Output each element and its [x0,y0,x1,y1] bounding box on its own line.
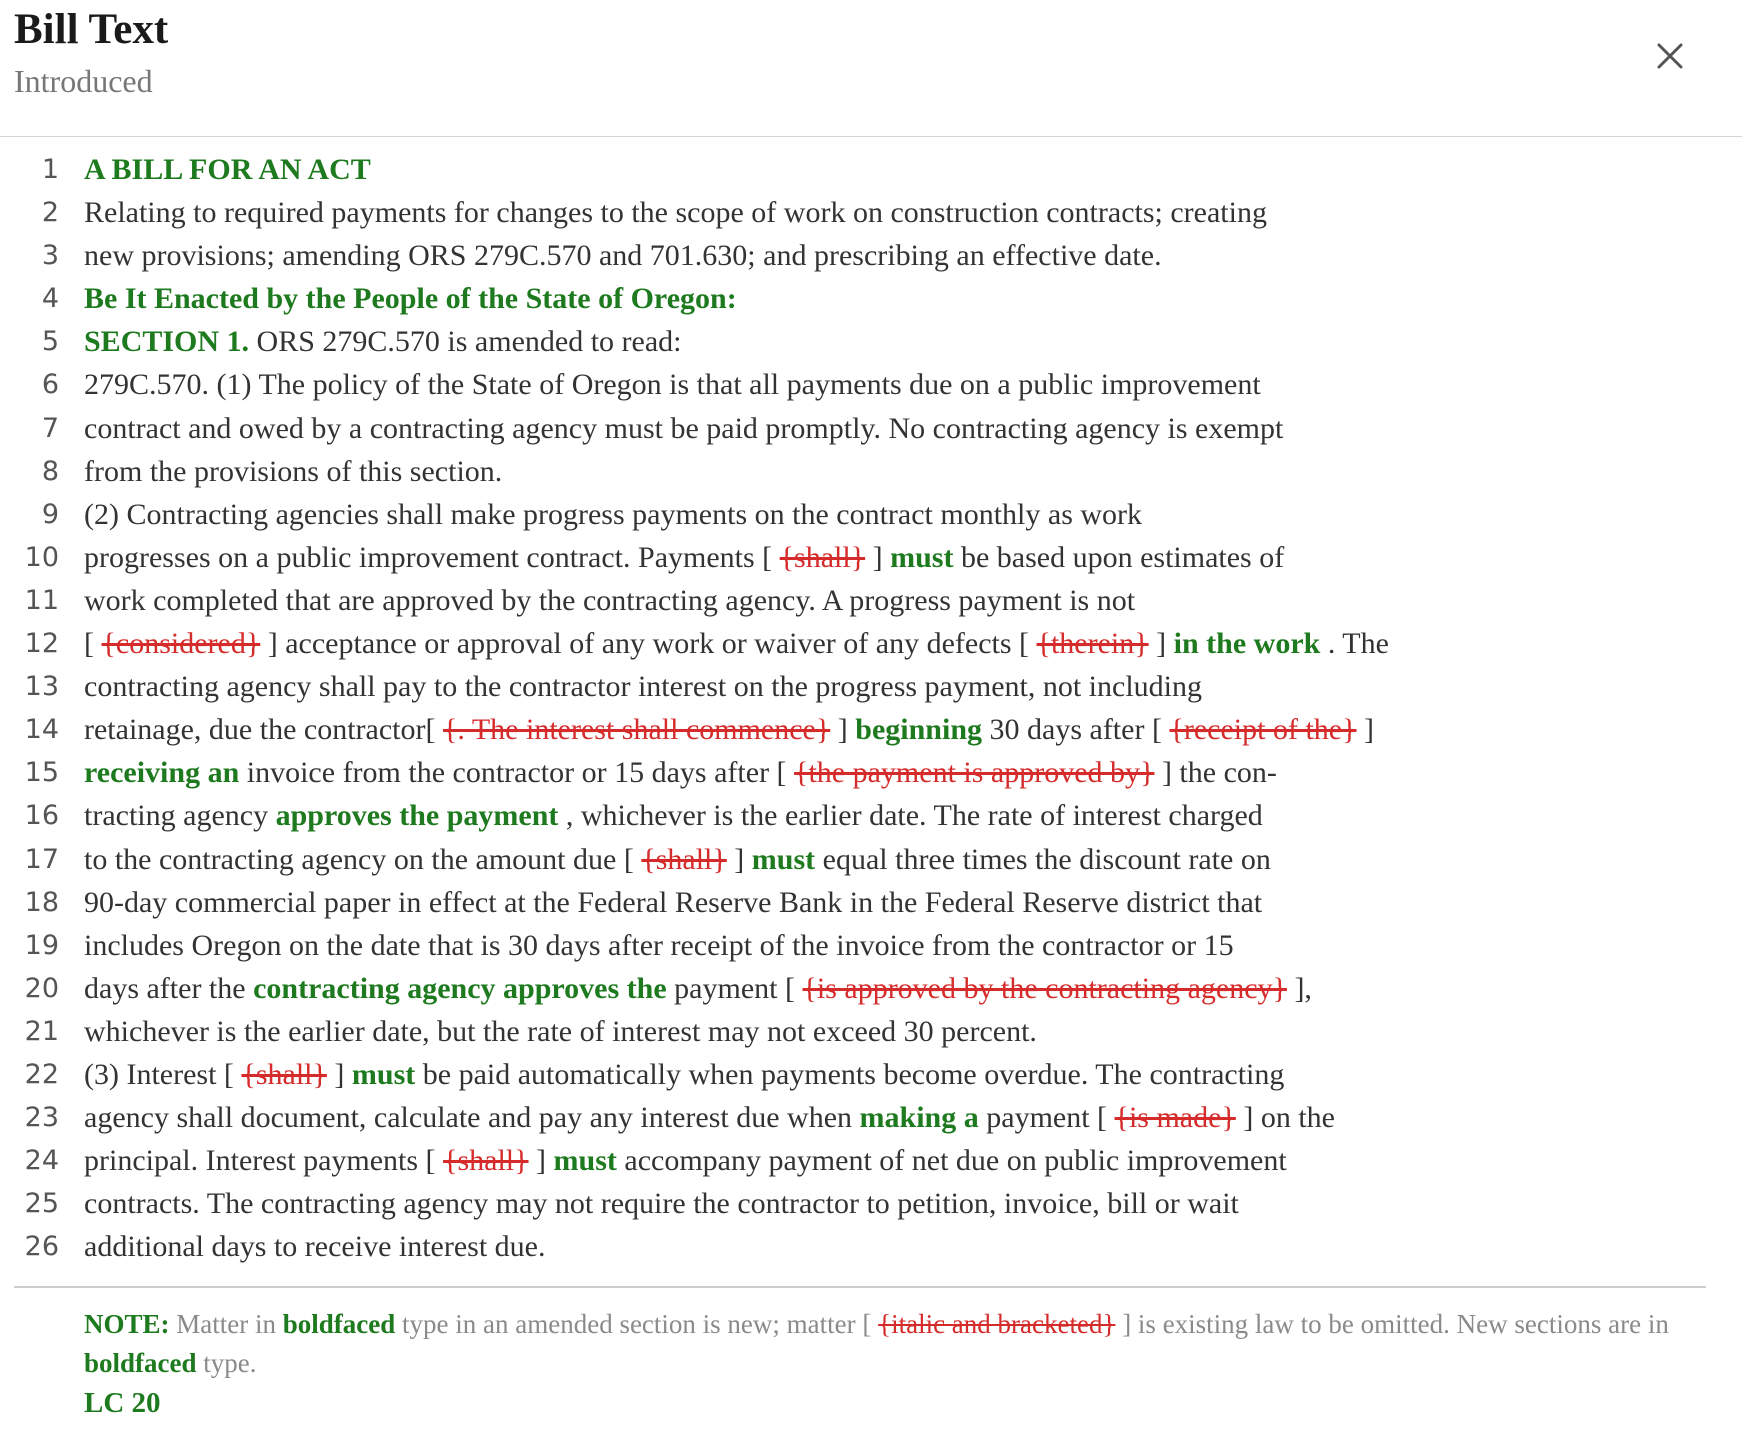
dialog-header [0,0,1742,137]
text-segment: ] the con- [1154,756,1277,790]
line-text [84,320,682,363]
inserted-text: contracting agency approves the [253,971,667,1005]
text-segment: work completed that are approved by the contracting agency. A progress payment is not [84,583,1136,617]
deleted-text: {shall} [779,540,866,574]
bill-line [0,536,1742,579]
text-segment: agency shall document, calculate and pay any interest due when [84,1101,860,1135]
text-segment: ] [1356,713,1374,747]
text-segment: Relating to required payments for changes to the scope of work on construction contracts; creating [84,196,1267,230]
deleted-text: {is made} [1114,1101,1236,1135]
deleted-text: {therein} [1036,627,1149,661]
line-number: 14 [24,714,59,746]
bill-line [0,450,1742,493]
bill-text-body [0,148,1742,1268]
line-text [84,579,1135,622]
text-segment: principal. Interest payments [ [84,1144,444,1178]
line-text [84,967,1312,1010]
note-text: type. [196,1348,257,1378]
text-segment: payment [ [666,971,803,1005]
deleted-text: {considered} [101,627,261,661]
inserted-text: A BILL FOR AN ACT [84,153,371,186]
line-number: 22 [24,1058,59,1090]
bill-line [0,751,1742,794]
inserted-text: must [890,540,954,574]
line-number: 25 [24,1188,59,1220]
text-segment: ] [1148,627,1174,661]
text-segment: be paid automatically when payments become overdue. The contracting [415,1057,1285,1091]
line-text [84,536,1284,579]
text-segment: tracting agency [84,799,276,833]
bill-line [0,1053,1742,1096]
bill-line [0,1096,1742,1139]
inserted-text: in the work [1173,627,1321,661]
line-number: 13 [24,671,59,703]
bill-line [0,407,1742,450]
line-text [84,794,1263,837]
text-segment: ] [326,1057,352,1091]
line-number: 7 [41,412,59,444]
line-number: 8 [41,455,59,487]
text-segment: from the provisions of this section. [84,454,503,488]
text-segment: contracting agency shall pay to the contractor interest on the progress payment, not including [84,670,1202,704]
line-text [84,191,1267,234]
text-segment: accompany payment of net due on public improvement [616,1144,1287,1178]
note-boldfaced-example: boldfaced [84,1348,197,1378]
text-segment: , whichever is the earlier date. The rate of interest charged [558,799,1263,833]
text-segment: be based upon estimates of [953,540,1285,574]
line-number: 19 [24,929,59,961]
line-number: 5 [41,326,59,358]
line-number: 10 [24,541,59,573]
line-text [84,450,502,493]
close-button[interactable] [1642,28,1698,84]
deleted-text: {is approved by the contracting agency} [802,971,1287,1005]
inserted-text: Be It Enacted by the People of the State of Oregon: [84,282,737,316]
line-text [84,924,1234,967]
inserted-text: approves the payment [275,799,559,833]
text-segment: progresses on a public improvement contract. Payments [ [84,540,780,574]
line-number: 23 [24,1102,59,1134]
bill-line [0,493,1742,536]
text-segment: invoice from the contractor or 15 days after [ [239,756,795,790]
line-text [84,665,1202,708]
line-text [84,493,1142,536]
text-segment: ], [1286,971,1312,1005]
bill-line [0,579,1742,622]
bill-line [0,1182,1742,1225]
line-text [84,1139,1287,1182]
line-number: 3 [41,240,59,272]
line-number: 4 [41,283,59,315]
text-segment: [ [84,627,102,661]
note-deleted-example: {italic and bracketed} [878,1309,1116,1339]
bill-line [0,924,1742,967]
text-segment: ] on the [1235,1101,1335,1135]
line-text [84,1096,1335,1139]
deleted-text: {shall} [241,1057,327,1091]
line-text [84,1053,1284,1096]
text-segment: retainage, due the contractor[ [84,713,443,747]
text-segment: ORS 279C.570 is amended to read: [249,325,682,359]
bill-line [0,838,1742,881]
deleted-text: {shall} [641,842,727,876]
note-legend [84,1305,1704,1383]
text-segment: new provisions; amending ORS 279C.570 and 701.630; and prescribing an effective date. [84,239,1162,273]
line-number: 15 [24,757,59,789]
inserted-text: must [553,1144,617,1178]
line-text [84,708,1374,751]
line-text [84,363,1261,406]
text-segment: (3) Interest [ [84,1057,242,1091]
text-segment: additional days to receive interest due. [84,1230,546,1264]
bill-line [0,1225,1742,1268]
line-text [84,622,1389,665]
text-segment: days after the [84,971,254,1005]
text-segment: ] [726,842,752,876]
text-segment: equal three times the discount rate on [815,842,1271,876]
line-number: 11 [24,584,59,616]
dialog-title: Bill Text [14,6,169,53]
bill-version-label: Introduced [14,63,153,99]
deleted-text: {the payment is approved by} [794,756,1155,790]
inserted-text: SECTION 1. [84,325,250,359]
bill-line [0,363,1742,406]
line-text [84,881,1262,924]
line-text [84,751,1277,794]
text-segment: ] [865,540,891,574]
text-segment: includes Oregon on the date that is 30 days after receipt of the invoice from the contractor or 15 [84,928,1234,962]
text-segment: to the contracting agency on the amount due [ [84,842,642,876]
line-text [84,1225,546,1268]
bill-line [0,881,1742,924]
bill-line [0,665,1742,708]
line-number: 26 [24,1231,59,1263]
lc-number: LC 20 [84,1387,161,1419]
line-text [84,1010,1037,1053]
bill-line [0,320,1742,363]
bill-line [0,1139,1742,1182]
text-segment: . The [1320,627,1389,661]
line-text [84,148,371,191]
divider [14,1286,1706,1288]
line-number: 1 [41,154,59,185]
note-text: Matter in [169,1309,283,1339]
bill-line [0,1010,1742,1053]
line-number: 21 [24,1015,59,1047]
bill-line [0,148,1742,191]
note-label: NOTE: [84,1309,170,1339]
text-segment: contract and owed by a contracting agency must be paid promptly. No contracting agency is exempt [84,411,1284,445]
line-number: 18 [24,886,59,918]
bill-line [0,708,1742,751]
line-text [84,407,1283,450]
line-number: 24 [24,1145,59,1177]
note-text: ] is existing law to be omitted. New sections are in [1115,1309,1669,1339]
bill-line [0,622,1742,665]
text-segment: 30 days after [ [982,713,1170,747]
note-text: type in an amended section is new; matter [ [395,1309,879,1339]
deleted-text: {. The interest shall commence} [442,713,831,747]
inserted-text: must [351,1057,416,1091]
inserted-text: making a [859,1101,979,1135]
line-number: 20 [24,972,59,1004]
text-segment: ] [830,713,856,747]
note-boldfaced-example: boldfaced [282,1309,396,1339]
line-number: 17 [24,843,59,875]
inserted-text: receiving an [84,756,240,790]
bill-line [0,794,1742,837]
inserted-text: must [751,842,816,876]
close-icon [1642,28,1698,84]
bill-line [0,234,1742,277]
line-text [84,234,1162,277]
text-segment: payment [ [978,1101,1115,1135]
line-number: 12 [24,628,59,660]
text-segment: 279C.570. (1) The policy of the State of Oregon is that all payments due on a public improvement [84,368,1261,402]
line-text [84,1182,1239,1225]
line-number: 9 [41,498,59,530]
text-segment: ] [528,1144,554,1178]
deleted-text: {shall} [443,1144,529,1178]
text-segment: ] acceptance or approval of any work or waiver of any defects [ [260,627,1037,661]
text-segment: whichever is the earlier date, but the rate of interest may not exceed 30 percent. [84,1014,1037,1048]
line-text [84,838,1271,881]
bill-line [0,277,1742,320]
bill-line [0,191,1742,234]
line-number: 2 [41,197,59,229]
line-number: 6 [41,369,59,401]
text-segment: contracts. The contracting agency may not require the contractor to petition, invoice, bill or wait [84,1187,1239,1221]
bill-line [0,967,1742,1010]
line-number: 16 [24,800,59,832]
inserted-text: beginning [855,713,983,747]
text-segment: 90-day commercial paper in effect at the Federal Reserve Bank in the Federal Reserve district that [84,885,1263,919]
text-segment: (2) Contracting agencies shall make progress payments on the contract monthly as work [84,497,1143,531]
deleted-text: {receipt of the} [1169,713,1357,747]
line-text [84,277,737,320]
